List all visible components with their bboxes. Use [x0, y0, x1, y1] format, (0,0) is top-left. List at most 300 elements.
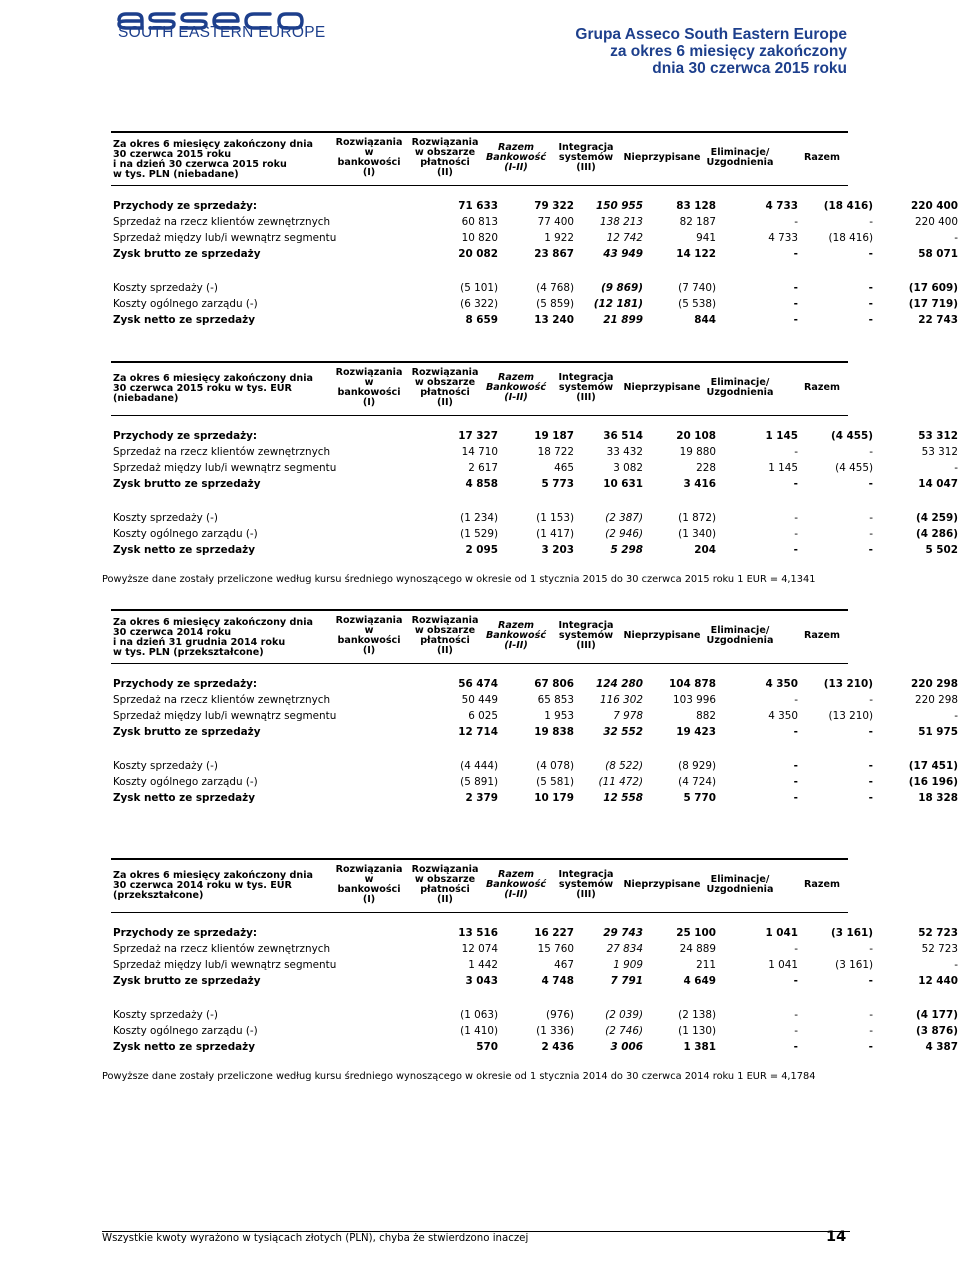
- column-header-line: bankowości: [337, 157, 401, 168]
- table-title-line: 30 czerwca 2015 roku: [113, 149, 232, 160]
- row-label: Koszty sprzedaży (-): [113, 760, 218, 772]
- cell-value: -: [794, 528, 798, 540]
- table-row: [113, 199, 958, 213]
- cell-value: 24 889: [679, 943, 716, 955]
- row-label: Sprzedaż między lub/i wewnątrz segmentu: [113, 462, 337, 474]
- row-label: Przychody ze sprzedaży:: [113, 430, 258, 442]
- cell-value: (4 455): [835, 462, 873, 474]
- column-header-line: (I-II): [504, 162, 528, 173]
- cell-value: 7 978: [613, 710, 643, 722]
- cell-value: 4 858: [465, 478, 498, 490]
- column-header: [546, 870, 626, 900]
- cell-value: -: [794, 216, 798, 228]
- cell-value: 467: [554, 959, 574, 971]
- cell-value: 56 474: [458, 678, 498, 690]
- cell-value: 4 387: [925, 1041, 958, 1053]
- cell-value: (13 210): [828, 710, 873, 722]
- column-header: [476, 143, 556, 173]
- cell-value: 13 240: [534, 314, 574, 326]
- cell-value: (5 101): [460, 282, 498, 294]
- cell-value: 1 381: [683, 1041, 716, 1053]
- cell-value: 2 436: [541, 1041, 574, 1053]
- table-row: [113, 709, 958, 723]
- table-top-rule: [111, 609, 848, 611]
- cell-value: (4 724): [678, 776, 716, 788]
- column-header-line: w: [364, 147, 374, 158]
- table-row: [113, 759, 958, 773]
- cell-value: -: [868, 314, 873, 326]
- cell-value: 2 379: [465, 792, 498, 804]
- column-header-line: Razem: [804, 152, 840, 163]
- cell-value: 5 770: [683, 792, 716, 804]
- row-label: Przychody ze sprzedaży:: [113, 678, 258, 690]
- row-label: Koszty sprzedaży (-): [113, 512, 218, 524]
- column-header-line: systemów: [558, 152, 614, 163]
- cell-value: 1 145: [765, 430, 798, 442]
- row-label: Zysk netto ze sprzedaży: [113, 544, 255, 556]
- cell-value: 71 633: [458, 200, 498, 212]
- table-row: [113, 313, 958, 327]
- cell-value: -: [868, 760, 873, 772]
- column-header: [546, 143, 626, 173]
- cell-value: 150 955: [596, 200, 643, 212]
- table-row: [113, 527, 958, 541]
- row-label: Przychody ze sprzedaży:: [113, 927, 258, 939]
- report-header-line3: dnia 30 czerwca 2015 roku: [652, 60, 847, 77]
- column-header-line: Nieprzypisane: [623, 382, 701, 393]
- cell-value: 1 909: [613, 959, 643, 971]
- cell-value: -: [794, 1025, 798, 1037]
- cell-value: 65 853: [537, 694, 574, 706]
- column-header-line: płatności: [420, 884, 470, 895]
- cell-value: 4 350: [765, 678, 798, 690]
- cell-value: -: [793, 478, 798, 490]
- table-title-line: w tys. PLN (niebadane): [113, 169, 239, 180]
- column-header-line: Bankowość: [485, 879, 547, 890]
- column-header: [330, 368, 408, 408]
- column-header-line: płatności: [420, 387, 470, 398]
- column-header-line: Uzgodnienia: [706, 157, 774, 168]
- table-title: [113, 374, 313, 404]
- table-row: [113, 461, 958, 475]
- cell-value: -: [868, 975, 873, 987]
- cell-value: (1 336): [536, 1025, 574, 1037]
- cell-value: 53 312: [918, 430, 958, 442]
- cell-value: -: [794, 943, 798, 955]
- cell-value: 1 953: [544, 710, 574, 722]
- cell-value: 1 041: [765, 927, 798, 939]
- cell-value: -: [868, 1041, 873, 1053]
- cell-value: (17 451): [908, 760, 958, 772]
- row-label: Zysk brutto ze sprzedaży: [113, 726, 261, 738]
- table-title-line: 30 czerwca 2014 roku w tys. EUR: [113, 880, 292, 891]
- column-header-line: systemów: [558, 879, 614, 890]
- cell-value: 18 328: [918, 792, 958, 804]
- cell-value: (1 153): [536, 512, 574, 524]
- report-header: [575, 26, 847, 77]
- cell-value: 5 502: [925, 544, 958, 556]
- row-label: Zysk brutto ze sprzedaży: [113, 478, 261, 490]
- cell-value: -: [794, 512, 798, 524]
- cell-value: -: [868, 776, 873, 788]
- cell-value: 22 743: [918, 314, 958, 326]
- cell-value: 220 400: [911, 200, 958, 212]
- table-title: [113, 140, 313, 180]
- column-header: [403, 368, 487, 408]
- cell-value: 53 312: [921, 446, 958, 458]
- cell-value: (11 472): [598, 776, 643, 788]
- cell-value: 211: [696, 959, 716, 971]
- table-title-line: Za okres 6 miesięcy zakończony dnia: [113, 139, 313, 150]
- row-label: Sprzedaż między lub/i wewnątrz segmentu: [113, 232, 337, 244]
- column-header-line: Razem: [498, 142, 534, 153]
- table-row: [113, 511, 958, 525]
- column-header-line: Uzgodnienia: [706, 387, 774, 398]
- cell-value: 220 298: [915, 694, 958, 706]
- table-top-rule: [111, 858, 848, 860]
- cell-value: -: [869, 528, 873, 540]
- cell-value: -: [793, 760, 798, 772]
- table-title: [113, 618, 313, 658]
- cell-value: (17 609): [908, 282, 958, 294]
- cell-value: (5 891): [460, 776, 498, 788]
- cell-value: 23 867: [534, 248, 574, 260]
- column-header-line: Rozwiązania: [411, 367, 479, 378]
- column-header-line: systemów: [558, 382, 614, 393]
- column-header-line: Razem: [498, 620, 534, 631]
- table-row: [113, 477, 958, 491]
- cell-value: -: [954, 710, 958, 722]
- column-header-line: Nieprzypisane: [623, 630, 701, 641]
- cell-value: -: [793, 298, 798, 310]
- segment-table: [111, 609, 958, 804]
- cell-value: -: [869, 446, 873, 458]
- row-label: Koszty ogólnego zarządu (-): [113, 528, 258, 540]
- cell-value: 18 722: [537, 446, 574, 458]
- cell-value: 12 742: [606, 232, 643, 244]
- cell-value: (2 746): [605, 1025, 643, 1037]
- cell-value: 19 880: [679, 446, 716, 458]
- table-title-line: (niebadane): [113, 393, 179, 404]
- cell-value: (1 130): [678, 1025, 716, 1037]
- row-label: Zysk brutto ze sprzedaży: [113, 248, 261, 260]
- column-header-line: Razem: [804, 382, 840, 393]
- column-header-line: w obszarze: [414, 147, 476, 158]
- table-row: [113, 543, 958, 557]
- column-header-line: Rozwiązania: [335, 615, 403, 626]
- cell-value: (16 196): [908, 776, 958, 788]
- column-header-line: (II): [437, 167, 453, 178]
- cell-value: (5 538): [678, 298, 716, 310]
- cell-value: 3 416: [683, 478, 716, 490]
- table-row: [113, 942, 958, 956]
- cell-value: (17 719): [908, 298, 958, 310]
- cell-value: 14 047: [918, 478, 958, 490]
- cell-value: (1 340): [678, 528, 716, 540]
- column-header-line: bankowości: [337, 387, 401, 398]
- cell-value: 20 108: [676, 430, 716, 442]
- cell-value: -: [868, 282, 873, 294]
- column-header: [403, 138, 487, 178]
- table-header-rule: [111, 185, 848, 186]
- table-row: [113, 231, 958, 245]
- column-header-line: (I): [362, 167, 376, 178]
- cell-value: 27 834: [606, 943, 643, 955]
- table-row: [113, 215, 958, 229]
- column-header-line: w obszarze: [414, 625, 476, 636]
- cell-value: 12 440: [918, 975, 958, 987]
- cell-value: 570: [476, 1041, 498, 1053]
- row-label: Przychody ze sprzedaży:: [113, 200, 258, 212]
- cell-value: 13 516: [458, 927, 498, 939]
- column-header-line: Nieprzypisane: [623, 879, 701, 890]
- report-header-line1: Grupa Asseco South Eastern Europe: [575, 26, 847, 43]
- cell-value: 6 025: [468, 710, 498, 722]
- cell-value: -: [794, 694, 798, 706]
- cell-value: 3 006: [610, 1041, 643, 1053]
- cell-value: -: [793, 248, 798, 260]
- column-header-line: Rozwiązania: [335, 137, 403, 148]
- cell-value: (3 161): [835, 959, 873, 971]
- column-header-line: Bankowość: [485, 630, 547, 641]
- row-label: Sprzedaż między lub/i wewnątrz segmentu: [113, 710, 337, 722]
- cell-value: (12 181): [593, 298, 643, 310]
- table-title-line: 30 czerwca 2014 roku: [113, 627, 232, 638]
- cell-value: (4 455): [830, 430, 873, 442]
- table-row: [113, 1024, 958, 1038]
- column-header: [695, 378, 785, 398]
- exchange-rate-note: Powyższe dane zostały przeliczone według kursu średniego wynoszącego w okresie od 1 stycznia 2015 do 30 czerwca 2015 roku 1 EUR = 4,1341: [102, 574, 816, 585]
- table-title: [113, 871, 313, 901]
- cell-value: -: [793, 792, 798, 804]
- row-label: Sprzedaż na rzecz klientów zewnętrznych: [113, 943, 331, 955]
- cell-value: 82 187: [679, 216, 716, 228]
- cell-value: -: [869, 694, 873, 706]
- cell-value: 14 710: [461, 446, 498, 458]
- cell-value: 116 302: [600, 694, 643, 706]
- column-header-line: Rozwiązania: [411, 137, 479, 148]
- cell-value: 12 074: [461, 943, 498, 955]
- column-header-line: Razem: [498, 869, 534, 880]
- cell-value: -: [868, 726, 873, 738]
- column-header-line: (I-II): [504, 889, 528, 900]
- table-title-line: i na dzień 31 grudnia 2014 roku: [113, 637, 286, 648]
- column-header: [330, 616, 408, 656]
- cell-value: 21 899: [603, 314, 643, 326]
- table-row: [113, 791, 958, 805]
- cell-value: 3 082: [613, 462, 643, 474]
- cell-value: 8 659: [465, 314, 498, 326]
- table-header-rule: [111, 912, 848, 913]
- row-label: Zysk brutto ze sprzedaży: [113, 975, 261, 987]
- cell-value: (4 078): [536, 760, 574, 772]
- cell-value: -: [868, 792, 873, 804]
- column-header-line: Integracja: [558, 372, 614, 383]
- cell-value: 4 733: [765, 200, 798, 212]
- cell-value: 1 145: [768, 462, 798, 474]
- cell-value: (2 039): [605, 1009, 643, 1021]
- column-header-line: Eliminacje/: [710, 147, 770, 158]
- segment-table: [111, 131, 958, 326]
- cell-value: 1 442: [468, 959, 498, 971]
- row-label: Sprzedaż na rzecz klientów zewnętrznych: [113, 216, 331, 228]
- column-header: [330, 865, 408, 905]
- table-row: [113, 281, 958, 295]
- cell-value: 19 838: [534, 726, 574, 738]
- cell-value: 3 203: [541, 544, 574, 556]
- table-header-rule: [111, 415, 848, 416]
- page-number: 14: [826, 1229, 847, 1245]
- row-label: Sprzedaż na rzecz klientów zewnętrznych: [113, 446, 331, 458]
- cell-value: -: [869, 1025, 873, 1037]
- cell-value: 52 723: [918, 927, 958, 939]
- column-header-line: Bankowość: [485, 382, 547, 393]
- cell-value: 4 350: [768, 710, 798, 722]
- cell-value: (1 063): [460, 1009, 498, 1021]
- cell-value: 124 280: [596, 678, 643, 690]
- column-header-line: Rozwiązania: [335, 864, 403, 875]
- column-header-line: (III): [576, 392, 596, 403]
- row-label: Zysk netto ze sprzedaży: [113, 792, 255, 804]
- cell-value: (8 929): [678, 760, 716, 772]
- cell-value: -: [793, 544, 798, 556]
- cell-value: 3 043: [465, 975, 498, 987]
- column-header-line: w: [364, 377, 374, 388]
- column-header: [790, 631, 854, 641]
- table-row: [113, 677, 958, 691]
- cell-value: 844: [694, 314, 716, 326]
- column-header-line: systemów: [558, 630, 614, 641]
- cell-value: 882: [696, 710, 716, 722]
- cell-value: (6 322): [460, 298, 498, 310]
- column-header-line: (III): [576, 640, 596, 651]
- cell-value: 83 128: [676, 200, 716, 212]
- cell-value: (3 161): [830, 927, 873, 939]
- table-row: [113, 693, 958, 707]
- row-label: Zysk netto ze sprzedaży: [113, 314, 255, 326]
- column-header-line: w obszarze: [414, 874, 476, 885]
- column-header-line: bankowości: [337, 884, 401, 895]
- cell-value: -: [954, 232, 958, 244]
- column-header-line: (II): [437, 894, 453, 905]
- cell-value: (4 286): [915, 528, 958, 540]
- cell-value: 32 552: [603, 726, 643, 738]
- cell-value: 43 949: [603, 248, 643, 260]
- cell-value: 10 631: [603, 478, 643, 490]
- column-header: [790, 880, 854, 890]
- exchange-rate-note: Powyższe dane zostały przeliczone według kursu średniego wynoszącego w okresie od 1 stycznia 2014 do 30 czerwca 2014 roku 1 EUR = 4,1784: [102, 1071, 816, 1082]
- table-top-rule: [111, 361, 848, 363]
- cell-value: 7 791: [610, 975, 643, 987]
- column-header: [790, 383, 854, 393]
- table-title-line: 30 czerwca 2015 roku w tys. EUR: [113, 383, 292, 394]
- column-header-line: (I): [362, 645, 376, 656]
- table-row: [113, 247, 958, 261]
- column-header-line: Integracja: [558, 620, 614, 631]
- footer-text: Wszystkie kwoty wyrażono w tysiącach złotych (PLN), chyba że stwierdzono inaczej: [102, 1233, 529, 1244]
- cell-value: 77 400: [537, 216, 574, 228]
- cell-value: (1 410): [460, 1025, 498, 1037]
- row-label: Koszty sprzedaży (-): [113, 282, 218, 294]
- cell-value: 138 213: [600, 216, 643, 228]
- cell-value: (2 387): [605, 512, 643, 524]
- column-header: [695, 148, 785, 168]
- cell-value: -: [793, 314, 798, 326]
- column-header-line: Eliminacje/: [710, 874, 770, 885]
- cell-value: -: [868, 248, 873, 260]
- column-header-line: Rozwiązania: [335, 367, 403, 378]
- cell-value: (4 444): [460, 760, 498, 772]
- cell-value: 19 187: [534, 430, 574, 442]
- column-header-line: Nieprzypisane: [623, 152, 701, 163]
- cell-value: 25 100: [676, 927, 716, 939]
- cell-value: -: [868, 298, 873, 310]
- cell-value: 51 975: [918, 726, 958, 738]
- cell-value: -: [869, 1009, 873, 1021]
- cell-value: 4 733: [768, 232, 798, 244]
- logo-subtitle: SOUTH EASTERN EUROPE: [118, 24, 326, 41]
- cell-value: 4 748: [541, 975, 574, 987]
- cell-value: 10 820: [461, 232, 498, 244]
- report-header-line2: za okres 6 miesięcy zakończony: [610, 43, 847, 60]
- cell-value: -: [794, 1009, 798, 1021]
- cell-value: 2 617: [468, 462, 498, 474]
- table-title-line: Za okres 6 miesięcy zakończony dnia: [113, 870, 313, 881]
- column-header-line: Rozwiązania: [411, 615, 479, 626]
- cell-value: (5 859): [536, 298, 574, 310]
- column-header-line: Razem: [804, 630, 840, 641]
- cell-value: (13 210): [823, 678, 873, 690]
- column-header-line: (I-II): [504, 640, 528, 651]
- cell-value: (18 416): [823, 200, 873, 212]
- cell-value: (2 138): [678, 1009, 716, 1021]
- segment-table: [111, 361, 958, 556]
- column-header: [546, 621, 626, 651]
- cell-value: 103 996: [673, 694, 716, 706]
- column-header: [695, 875, 785, 895]
- column-header-line: w: [364, 874, 374, 885]
- cell-value: 5 773: [541, 478, 574, 490]
- cell-value: (4 177): [915, 1009, 958, 1021]
- table-title-line: Za okres 6 miesięcy zakończony dnia: [113, 617, 313, 628]
- table-row: [113, 974, 958, 988]
- cell-value: -: [793, 975, 798, 987]
- table-row: [113, 1040, 958, 1054]
- cell-value: (8 522): [605, 760, 643, 772]
- cell-value: 29 743: [603, 927, 643, 939]
- cell-value: 33 432: [606, 446, 643, 458]
- column-header-line: (I-II): [504, 392, 528, 403]
- cell-value: 1 922: [544, 232, 574, 244]
- table-row: [113, 926, 958, 940]
- cell-value: (5 581): [536, 776, 574, 788]
- cell-value: 4 649: [683, 975, 716, 987]
- row-label: Koszty ogólnego zarządu (-): [113, 298, 258, 310]
- column-header-line: Bankowość: [485, 152, 547, 163]
- column-header-line: bankowości: [337, 635, 401, 646]
- cell-value: 465: [554, 462, 574, 474]
- cell-value: -: [793, 1041, 798, 1053]
- table-top-rule: [111, 131, 848, 133]
- cell-value: 14 122: [676, 248, 716, 260]
- row-label: Koszty ogólnego zarządu (-): [113, 776, 258, 788]
- column-header-line: Razem: [498, 372, 534, 383]
- column-header: [476, 870, 556, 900]
- table-title-line: Za okres 6 miesięcy zakończony dnia: [113, 373, 313, 384]
- column-header-line: Uzgodnienia: [706, 884, 774, 895]
- column-header-line: Integracja: [558, 869, 614, 880]
- cell-value: (1 529): [460, 528, 498, 540]
